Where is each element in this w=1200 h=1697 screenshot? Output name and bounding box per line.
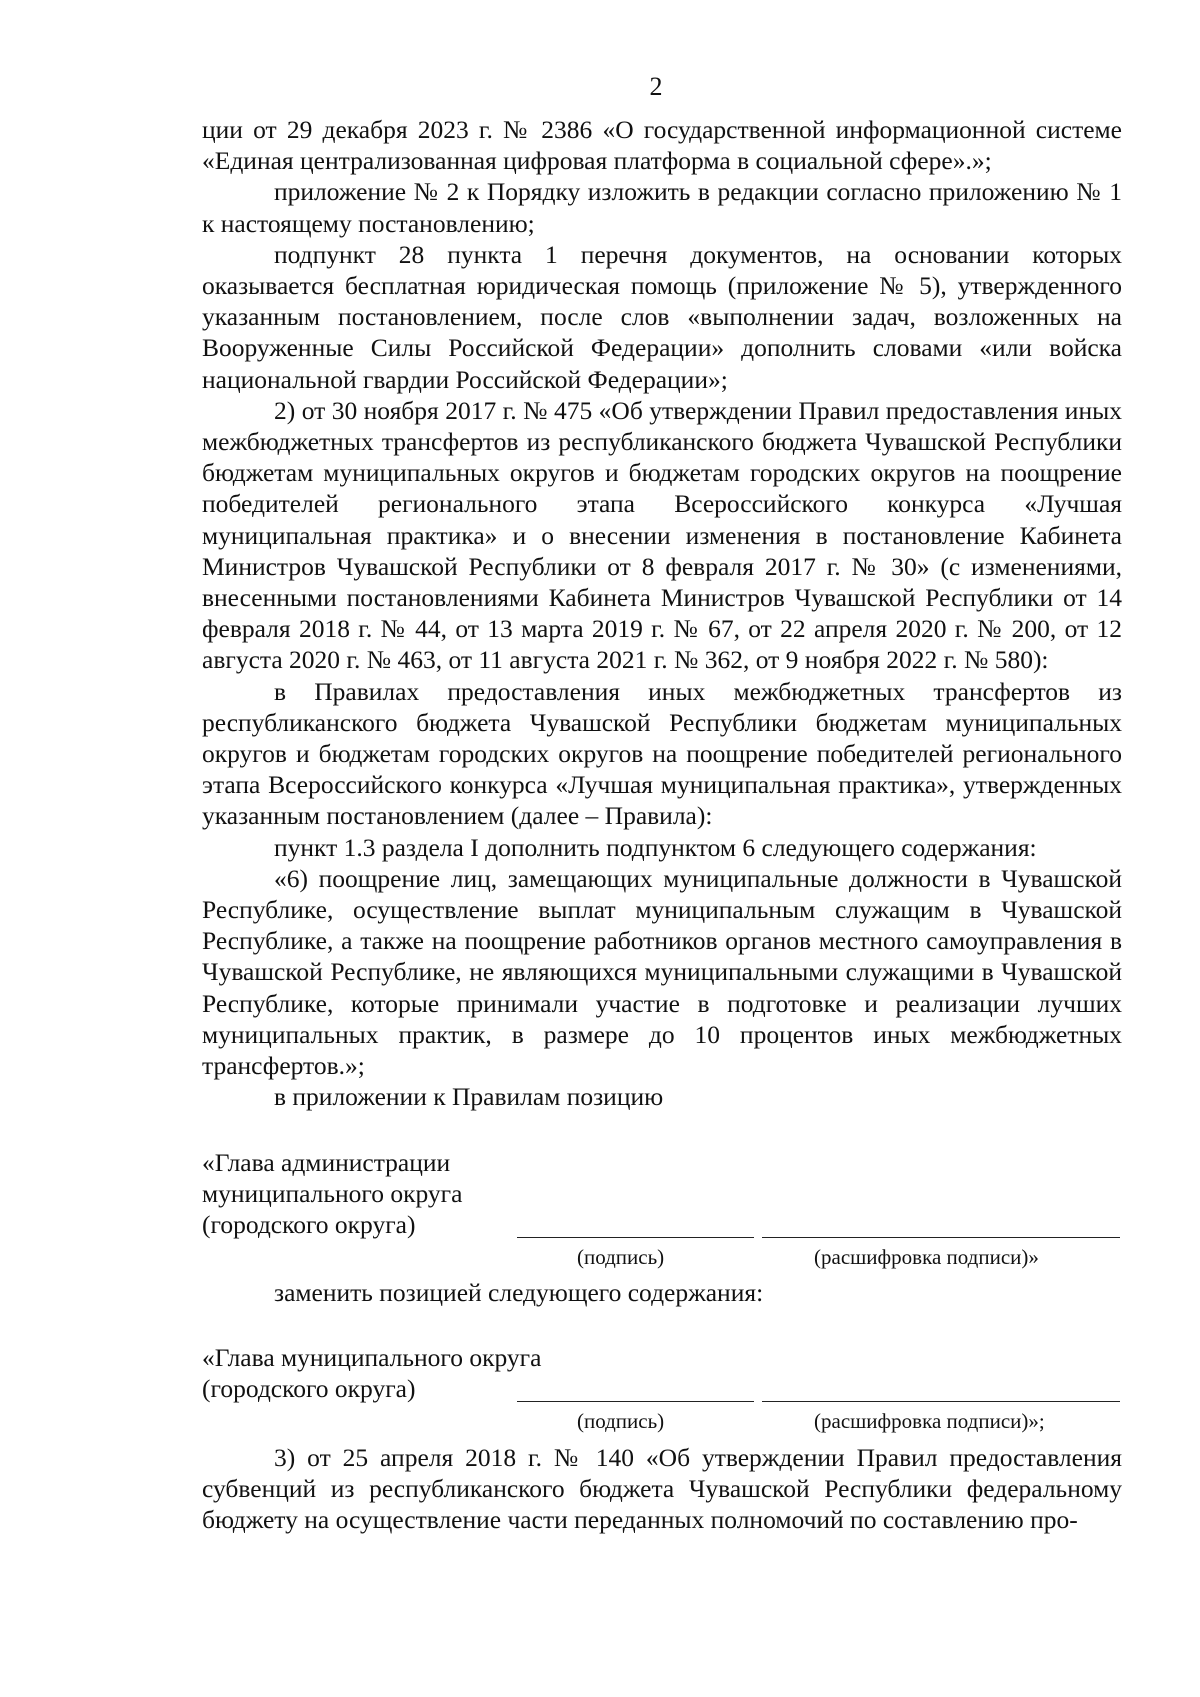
page-number: 2 [649, 72, 663, 101]
paragraph: 3) от 25 апреля 2018 г. № 140 «Об утверждении Правил предоставления субвенций из республиканского бюджета Чувашской Республики федеральному бюджету на осуществление части переданных полномочий по составлению про- [202, 1442, 1122, 1535]
signature-line [517, 1401, 754, 1402]
paragraph: заменить позицией следующего содержания: [274, 1277, 764, 1307]
paragraph: «6) поощрение лиц, замещающих муниципальные должности в Чувашской Республике, осуществление выплат муниципальным служащим в Чувашской Республике, а также на поощрение работников органов местного самоуправления в Чувашской Республике, не являющихся муниципальными служащими в Чувашской Республике, которые принимали участие в подготовке и реализации лучших муниципальных практик, в размере до 10 процентов иных межбюджетных трансфертов.»; [202, 863, 1122, 1081]
signature-position-title: «Глава администрации муниципального округа (городского округа) [202, 1147, 463, 1239]
paragraph: в Правилах предоставления иных межбюджетных трансфертов из республиканского бюджета Чувашской Республики бюджетам муниципальных округов и бюджетам городских округов на поощрение победителей регионального этапа Всероссийского конкурса «Лучшая муниципальная практика», утвержденных указанным постановлением (далее – Правила): [202, 676, 1122, 831]
signature-line [517, 1237, 754, 1238]
signature-decoding-caption: (расшифровка подписи)» [814, 1244, 1039, 1269]
signature-block-new [202, 1342, 1122, 1442]
paragraph: в приложении к Правилам позицию [274, 1082, 664, 1112]
document-body [202, 114, 1122, 1535]
signature-position-title: «Глава муниципального округа (городского округа) [202, 1342, 542, 1403]
paragraph: пункт 1.3 раздела I дополнить подпунктом 6 следующего содержания: [274, 832, 1037, 862]
paragraph: 2) от 30 ноября 2017 г. № 475 «Об утверждении Правил предоставления иных межбюджетных трансфертов из республиканского бюджета Чувашской Республики бюджетам муниципальных округов и бюджетам городских округов на поощрение победителей регионального этапа Всероссийского конкурса «Лучшая муниципальная практика» и о внесении изменения в постановление Кабинета Министров Чувашской Республики от 8 февраля 2017 г. № 30» (с изменениями, внесенными постановлениями Кабинета Министров Чувашской Республики от 14 февраля 2018 г. № 44, от 13 марта 2019 г. № 67, от 22 апреля 2020 г. № 200, от 12 августа 2020 г. № 463, от 11 августа 2021 г. № 362, от 9 ноября 2022 г. № 580): [202, 395, 1122, 675]
signature-caption: (подпись) [577, 1408, 665, 1433]
paragraph: приложение № 2 к Порядку изложить в редакции согласно приложению № 1 к настоящему постановлению; [202, 177, 1122, 238]
signature-caption: (подпись) [577, 1244, 665, 1269]
paragraph: ции от 29 декабря 2023 г. № 2386 «О государственной информационной системе «Единая централизованная цифровая платформа в социальной сфере».»; [202, 115, 1122, 176]
signature-block-old [202, 1147, 1122, 1277]
signature-decoding-caption: (расшифровка подписи)»; [814, 1408, 1045, 1433]
signature-decoding-line [762, 1401, 1120, 1402]
paragraph: подпункт 28 пункта 1 перечня документов, на основании которых оказывается бесплатная юридическая помощь (приложение № 5), утвержденного указанным постановлением, после слов «выполнении задач, возложенных на Вооруженные Силы Российской Федерации» дополнить словами «или войска национальной гвардии Российской Федерации»; [202, 239, 1122, 394]
signature-decoding-line [762, 1237, 1120, 1238]
